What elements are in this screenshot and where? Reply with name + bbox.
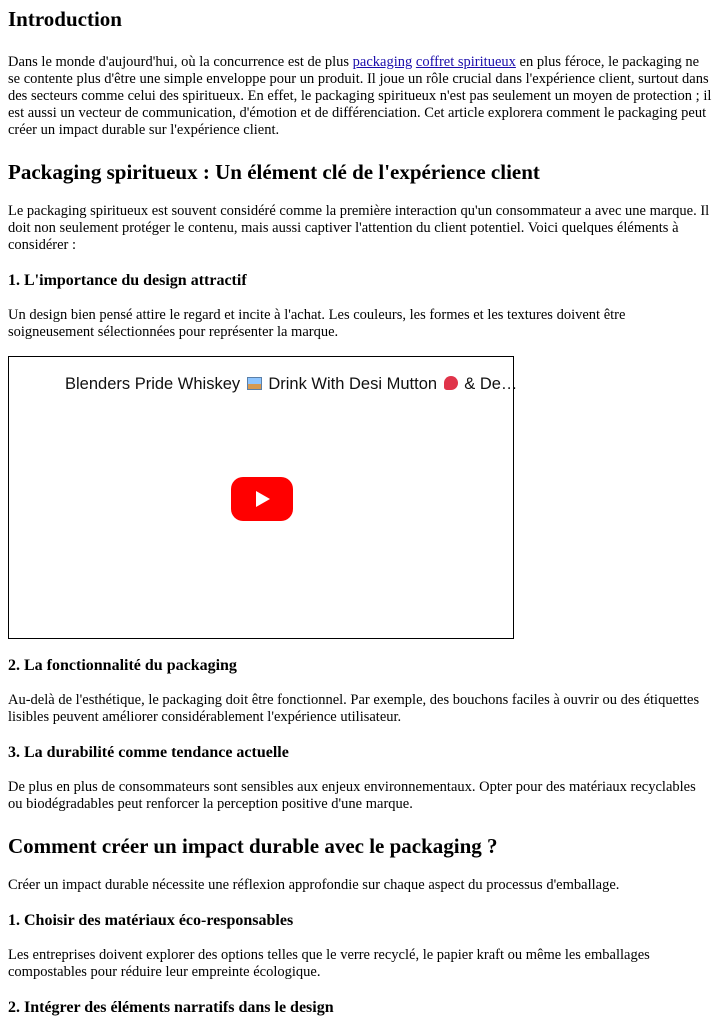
design-paragraph: Un design bien pensé attire le regard et incite à l'achat. Les couleurs, les formes et les textures doivent être soigneusement sélectionnées pour représenter la marque.	[8, 307, 626, 340]
materials-subheading: 1. Choisir des matériaux éco-responsables	[8, 912, 294, 929]
design-subheading: 1. L'importance du design attractif	[8, 272, 247, 289]
section1-paragraph: Le packaging spiritueux est souvent considéré comme la première interaction qu'un consommateur a avec une marque. Il doit non seulement protéger le contenu, mais aussi captiver l'attention du client potentiel. Voici quelques éléments à considérer :	[8, 203, 710, 253]
sustainability-subheading: 3. La durabilité comme tendance actuelle	[8, 744, 289, 761]
materials-paragraph: Les entreprises doivent explorer des options telles que le verre recyclé, le papier kraft ou même les emballages compostables pour réduire leur empreinte écologique.	[8, 947, 650, 980]
coffret-spiritueux-link[interactable]: coffret spiritueux	[415, 54, 516, 70]
intro-text-after: en plus féroce, le packaging ne se contente plus d'être une simple enveloppe pour un produit. Il joue un rôle crucial dans l'expérience client, surtout dans des secteurs comme celui des spiritueux. En effet, le packaging spiritueux n'est pas seulement un moyen de protection ; il est aussi un vecteur de communication, d'émotion et de différenciation. Cet article explorera comment le packaging peut créer un impact durable sur l'expérience client.	[8, 54, 712, 138]
section2-heading: Comment créer un impact durable avec le packaging ?	[8, 834, 498, 858]
intro-text-before: Dans le monde d'aujourd'hui, où la concurrence est de plus	[8, 54, 353, 70]
video-title-part1: Blenders Pride Whiskey	[65, 375, 241, 393]
intro-paragraph	[8, 54, 712, 139]
functionality-paragraph: Au-delà de l'esthétique, le packaging doit être fonctionnel. Par exemple, des bouchons faciles à ouvrir ou des étiquettes lisibles peuvent améliorer considérablement l'expérience utilisateur.	[8, 692, 700, 725]
video-title-part2: Drink With Desi Mutton	[268, 375, 438, 393]
picture-emoji-icon	[247, 377, 262, 390]
video-title[interactable]	[65, 375, 518, 394]
youtube-play-button[interactable]	[231, 477, 293, 521]
meat-emoji-icon	[444, 376, 458, 390]
narrative-subheading: 2. Intégrer des éléments narratifs dans le design	[8, 999, 334, 1016]
packaging-link[interactable]: packaging	[352, 54, 413, 70]
section2-paragraph: Créer un impact durable nécessite une réflexion approfondie sur chaque aspect du processus d'emballage.	[8, 877, 620, 893]
youtube-video-embed[interactable]	[8, 356, 518, 639]
section1-heading: Packaging spiritueux : Un élément clé de l'expérience client	[8, 160, 540, 184]
play-icon	[231, 477, 293, 521]
sustainability-paragraph: De plus en plus de consommateurs sont sensibles aux enjeux environnementaux. Opter pour des matériaux recyclables ou biodégradables peut renforcer la perception positive d'une marque.	[8, 779, 696, 812]
article	[0, 6, 720, 1018]
functionality-subheading: 2. La fonctionnalité du packaging	[8, 657, 237, 674]
video-title-part3: & De…	[464, 375, 518, 393]
intro-heading: Introduction	[8, 7, 122, 31]
